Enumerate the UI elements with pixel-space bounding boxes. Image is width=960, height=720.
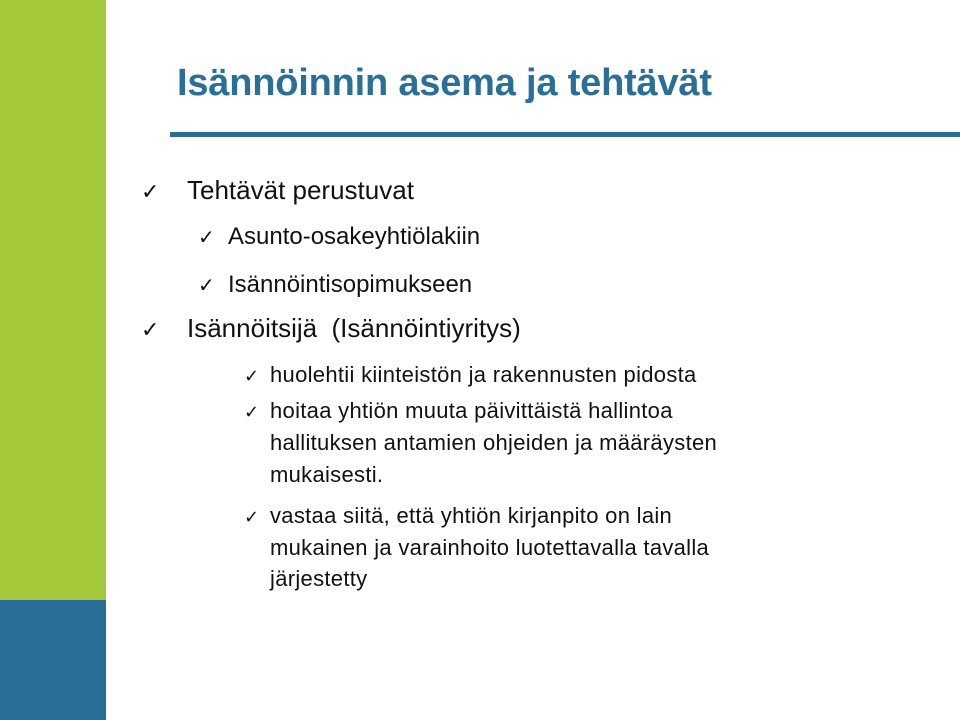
checkmark-icon: ✓: [244, 507, 260, 527]
title-underline: [170, 132, 960, 137]
bullet-continuation: hallituksen antamien ohjeiden ja määräysten: [270, 430, 718, 455]
bullet-continuation: järjestetty: [270, 566, 368, 591]
bullet-text: Isännöitsijä (Isännöintiyritys): [187, 313, 521, 343]
bullet-text: hoitaa yhtiön muuta päivittäistä hallintoa: [270, 398, 673, 423]
side-bar-green: [0, 0, 106, 600]
bullet-text: huolehtii kiinteistön ja rakennusten pidosta: [270, 362, 697, 387]
bullet-item: [244, 503, 672, 529]
bullet-item: [244, 362, 697, 388]
slide-title: Isännöinnin asema ja tehtävät: [177, 62, 712, 104]
bullet-text: Isännöintisopimukseen: [228, 271, 473, 298]
bullet-item: [198, 271, 472, 299]
checkmark-icon: ✓: [198, 227, 215, 249]
bullet-item: [244, 398, 673, 424]
bullet-continuation: mukainen ja varainhoito luotettavalla tavalla: [270, 535, 710, 560]
bullet-item: [198, 223, 480, 251]
checkmark-icon: ✓: [244, 402, 260, 422]
bullet-text: Tehtävät perustuvat: [187, 175, 414, 205]
checkmark-icon: ✓: [141, 179, 160, 204]
checkmark-icon: ✓: [244, 366, 260, 386]
bullet-item: [141, 175, 414, 206]
bullet-continuation: mukaisesti.: [270, 462, 384, 487]
side-bar-blue: [0, 600, 106, 720]
bullet-item: [141, 313, 521, 344]
checkmark-icon: ✓: [141, 317, 160, 342]
bullet-text: vastaa siitä, että yhtiön kirjanpito on lain: [270, 503, 673, 528]
checkmark-icon: ✓: [198, 275, 215, 297]
bullet-text: Asunto-osakeyhtiölakiin: [228, 223, 481, 250]
